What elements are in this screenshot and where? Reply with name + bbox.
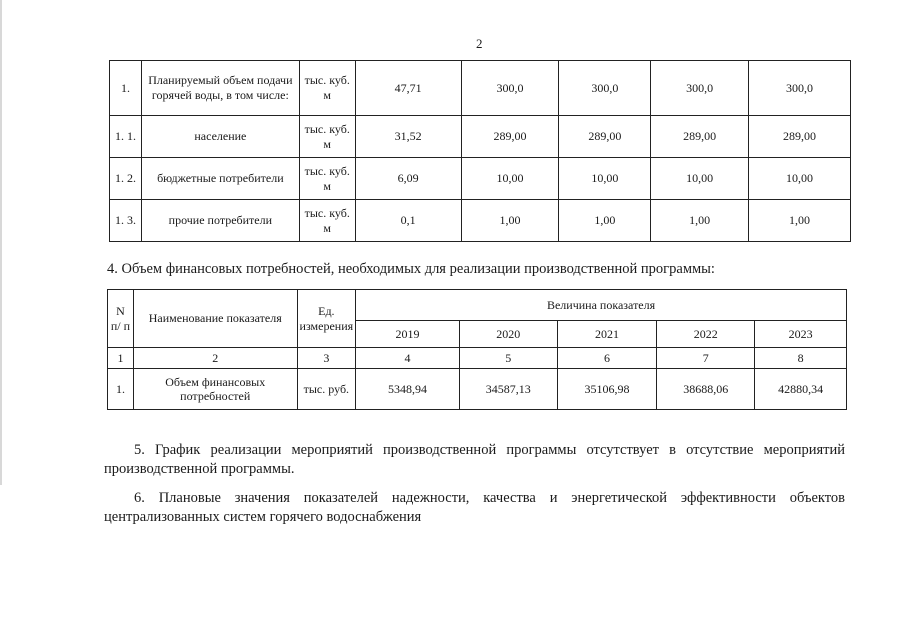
row-unit: тыс. куб. м xyxy=(299,61,355,116)
table-row xyxy=(110,158,851,200)
row-value: 34587,13 xyxy=(459,369,557,410)
row-unit: тыс. куб. м xyxy=(299,158,355,200)
row-value: 1,00 xyxy=(559,200,651,242)
row-value: 47,71 xyxy=(355,61,461,116)
row-name: бюджетные потребители xyxy=(141,158,299,200)
paragraph-6-text: 6. Плановые значения показателей надежности, качества и энергетической эффективности объектов централизованных систем горячего водоснабжения xyxy=(104,490,845,525)
index-cell: 8 xyxy=(755,348,847,369)
row-value: 300,0 xyxy=(559,61,651,116)
paragraph-6 xyxy=(104,489,845,527)
header-year: 2019 xyxy=(356,321,460,348)
table-row xyxy=(110,200,851,242)
table-row xyxy=(110,61,851,116)
page-number: 2 xyxy=(476,36,483,51)
row-value: 289,00 xyxy=(651,116,749,158)
paragraph-5-text: 5. График реализации мероприятий производственной программы отсутствует в отсутствие мероприятий производственной программы. xyxy=(104,442,845,477)
row-value: 10,00 xyxy=(559,158,651,200)
row-value: 10,00 xyxy=(749,158,851,200)
row-name: прочие потребители xyxy=(141,200,299,242)
header-unit: Ед. измерения xyxy=(297,290,356,348)
scan-edge xyxy=(0,0,2,485)
header-num: N п/ п xyxy=(108,290,134,348)
water-supply-table xyxy=(109,60,851,242)
row-name: Планируемый объем подачи горячей воды, в том числе: xyxy=(141,61,299,116)
row-value: 31,52 xyxy=(355,116,461,158)
index-cell: 3 xyxy=(297,348,356,369)
header-year: 2023 xyxy=(755,321,847,348)
financial-needs-table xyxy=(107,289,847,410)
row-value: 289,00 xyxy=(749,116,851,158)
row-unit: тыс. куб. м xyxy=(299,200,355,242)
row-value: 1,00 xyxy=(461,200,559,242)
index-cell: 2 xyxy=(133,348,297,369)
table-row xyxy=(110,116,851,158)
header-year: 2022 xyxy=(657,321,755,348)
row-value: 35106,98 xyxy=(557,369,657,410)
row-num: 1. 2. xyxy=(110,158,142,200)
row-value: 0,1 xyxy=(355,200,461,242)
header-value-group: Величина показателя xyxy=(356,290,847,321)
row-value: 289,00 xyxy=(461,116,559,158)
row-value: 6,09 xyxy=(355,158,461,200)
index-cell: 5 xyxy=(459,348,557,369)
row-unit: тыс. руб. xyxy=(297,369,356,410)
row-value: 300,0 xyxy=(651,61,749,116)
row-value: 42880,34 xyxy=(755,369,847,410)
row-value: 289,00 xyxy=(559,116,651,158)
row-value: 5348,94 xyxy=(356,369,460,410)
header-year: 2021 xyxy=(557,321,657,348)
row-name: население xyxy=(141,116,299,158)
row-num: 1. xyxy=(110,61,142,116)
row-name: Объем финансовых потребностей xyxy=(133,369,297,410)
row-value: 1,00 xyxy=(651,200,749,242)
row-num: 1. 1. xyxy=(110,116,142,158)
index-cell: 6 xyxy=(557,348,657,369)
row-value: 10,00 xyxy=(461,158,559,200)
section-4-heading: 4. Объем финансовых потребностей, необходимых для реализации производственной программы: xyxy=(107,261,715,277)
row-num: 1. 3. xyxy=(110,200,142,242)
row-value: 10,00 xyxy=(651,158,749,200)
row-value: 1,00 xyxy=(749,200,851,242)
row-value: 300,0 xyxy=(461,61,559,116)
row-value: 38688,06 xyxy=(657,369,755,410)
paragraph-5 xyxy=(104,441,845,479)
row-num: 1. xyxy=(108,369,134,410)
index-cell: 4 xyxy=(356,348,460,369)
header-year: 2020 xyxy=(459,321,557,348)
row-unit: тыс. куб. м xyxy=(299,116,355,158)
header-name: Наименование показателя xyxy=(133,290,297,348)
index-cell: 1 xyxy=(108,348,134,369)
row-value: 300,0 xyxy=(749,61,851,116)
index-cell: 7 xyxy=(657,348,755,369)
